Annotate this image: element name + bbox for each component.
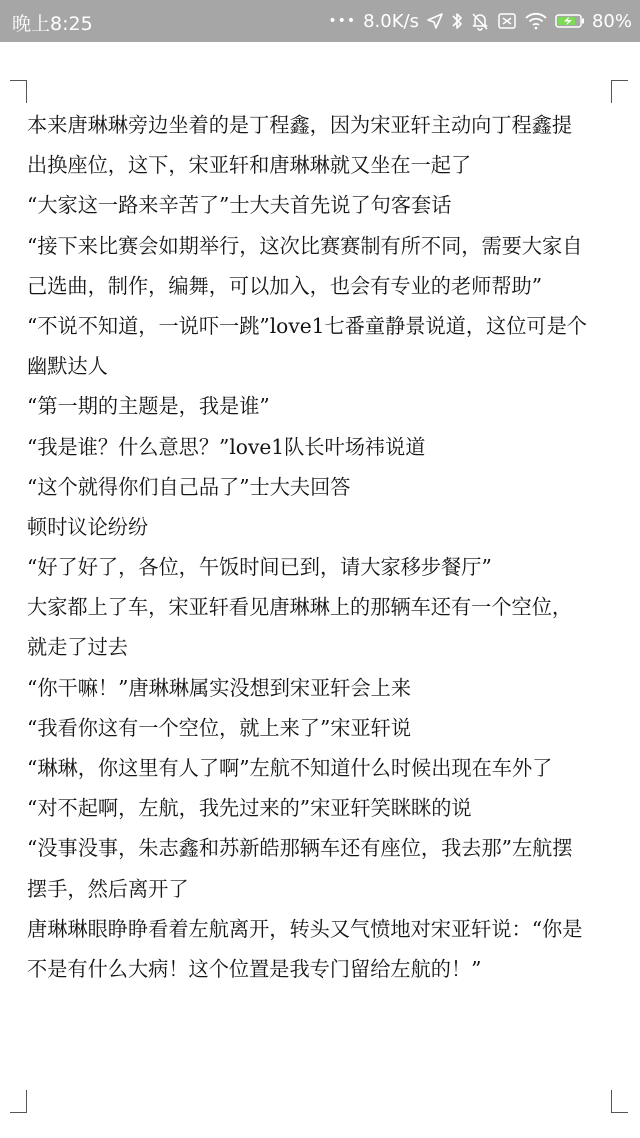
page-corner-bottom-left bbox=[10, 1090, 27, 1113]
text-line: “好了好了，各位，午饭时间已到，请大家移步餐厅” bbox=[27, 555, 492, 580]
status-time: 晚上8:25 bbox=[12, 13, 93, 35]
document-body bbox=[27, 105, 617, 989]
text-line: 摆手，然后离开了 bbox=[27, 876, 189, 901]
text-line: “不说不知道，一说吓一跳”love1七番童静景说道，这位可是个 bbox=[27, 313, 587, 338]
text-line: “我是谁？什么意思？”love1队长叶场祎说道 bbox=[27, 434, 426, 459]
page-corner-top-right bbox=[611, 80, 628, 103]
text-line: “琳琳，你这里有人了啊”左航不知道什么时候出现在车外了 bbox=[27, 756, 553, 780]
text-line: 就走了过去 bbox=[27, 635, 128, 660]
sim-card-icon bbox=[497, 12, 517, 30]
text-line: 己选曲，制作，编舞，可以加入，也会有专业的老师帮助” bbox=[27, 273, 543, 298]
text-line: “接下来比赛会如期举行，这次比赛赛制有所不同，需要大家自 bbox=[27, 233, 583, 258]
network-speed: 8.0K/s bbox=[363, 10, 419, 32]
mute-bell-icon bbox=[470, 11, 490, 31]
page-corner-top-left bbox=[10, 80, 27, 103]
text-line: “第一期的主题是，我是谁” bbox=[27, 394, 270, 419]
text-line: 不是有什么大病！这个位置是我专门留给左航的！” bbox=[27, 956, 482, 981]
text-line: “我看你这有一个空位，就上来了”宋亚轩说 bbox=[27, 715, 412, 740]
text-line: 幽默达人 bbox=[27, 354, 108, 379]
battery-percent: 80% bbox=[591, 10, 632, 32]
text-line: 唐琳琳眼睁睁看着左航离开，转头又气愤地对宋亚轩说：“你是 bbox=[27, 916, 583, 941]
text-line: 大家都上了车，宋亚轩看见唐琳琳上的那辆车还有一个空位， bbox=[27, 595, 573, 620]
location-arrow-icon bbox=[426, 12, 444, 30]
text-line: “你干嘛！”唐琳琳属实没想到宋亚轩会上来 bbox=[27, 675, 412, 700]
bluetooth-icon bbox=[451, 11, 463, 31]
text-line: “对不起啊，左航，我先过来的”宋亚轩笑眯眯的说 bbox=[27, 796, 472, 821]
text-line: 出换座位，这下，宋亚轩和唐琳琳就又坐在一起了 bbox=[27, 153, 472, 178]
wifi-icon bbox=[524, 12, 548, 30]
text-line: “没事没事，朱志鑫和苏新皓那辆车还有座位，我去那”左航摆 bbox=[27, 836, 573, 861]
page-corner-bottom-right bbox=[611, 1090, 628, 1113]
text-line: “这个就得你们自己品了”士大夫回答 bbox=[27, 474, 351, 499]
battery-charging-icon bbox=[555, 13, 585, 29]
signal-dots: ••• bbox=[328, 13, 357, 29]
text-line: 顿时议论纷纷 bbox=[27, 514, 149, 539]
text-line: 本来唐琳琳旁边坐着的是丁程鑫，因为宋亚轩主动向丁程鑫提 bbox=[27, 113, 573, 137]
status-icons bbox=[328, 0, 632, 42]
status-bar bbox=[0, 0, 640, 42]
text-line: “大家这一路来辛苦了”士大夫首先说了句客套话 bbox=[27, 193, 452, 218]
